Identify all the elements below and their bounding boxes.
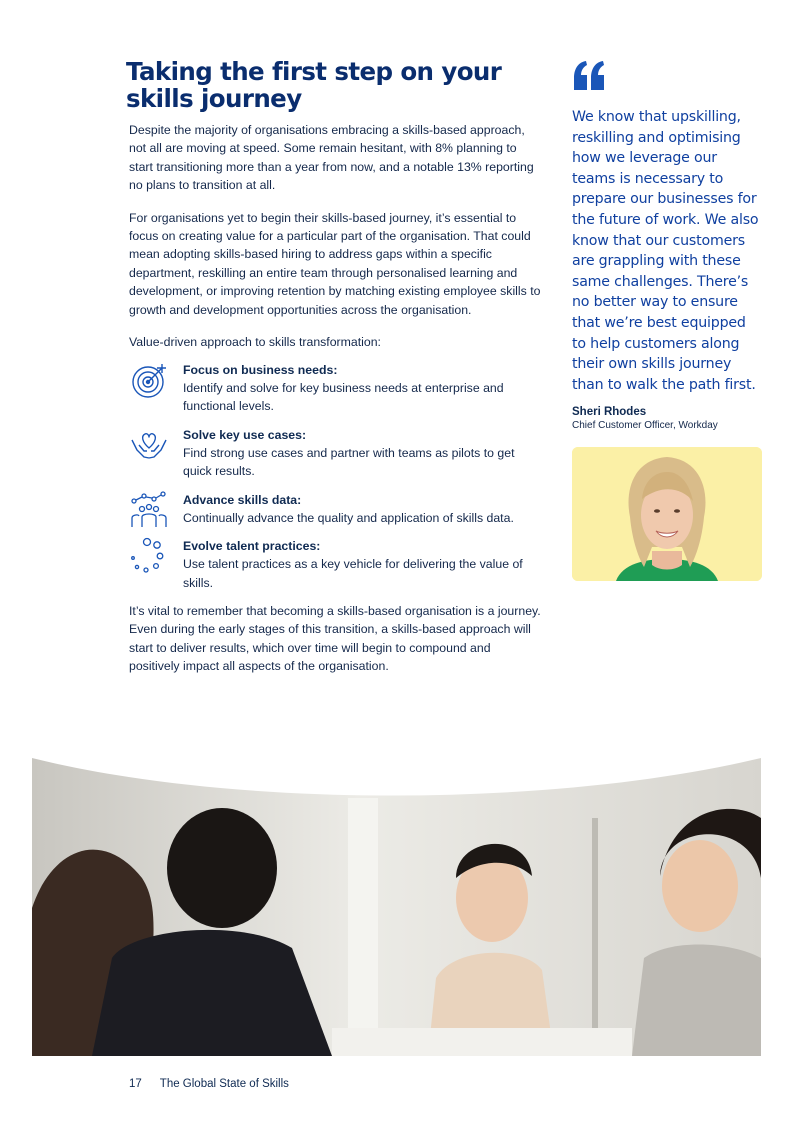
paragraph-closing: It’s vital to remember that becoming a skills-based organisation is a journey. Even during the early stages of this transition, a skills-based approach will start to deliver results, which over time will begin to compound and positively impact all aspects of the organisation. xyxy=(129,603,541,674)
list-item xyxy=(129,491,541,527)
dots-cycle-icon xyxy=(129,537,169,577)
quote-text: We know that upskilling, reskilling and optimising how we leverage our teams is necessary to prepare our businesses for the future of work. We also know that our customers are grappling with these same challenges. There’s no better way to ensure that we’re best equipped to help customers along their own skills journey than to walk the path first. xyxy=(572,109,759,393)
quote-author-name: Sheri Rhodes xyxy=(572,406,647,419)
team-data-icon xyxy=(129,491,169,531)
item-title: Focus on business needs: xyxy=(183,363,338,378)
paragraph-intro: Despite the majority of organisations embracing a skills-based approach, not all are moving at speed. Some remain hesitant, with 8% planning to start transitioning more than a year from now, and a notable 13% reporting no plans to transition at all. xyxy=(129,123,534,193)
main-column xyxy=(126,57,541,676)
list-item xyxy=(129,537,541,592)
item-title: Advance skills data: xyxy=(183,492,302,507)
quote-author-role: Chief Customer Officer, Workday xyxy=(572,420,718,432)
page-title: Taking the first step on your skills journey xyxy=(126,57,502,113)
item-description: Continually advance the quality and application of skills data. xyxy=(183,510,514,525)
list-intro: Value-driven approach to skills transformation: xyxy=(129,335,381,350)
item-description: Identify and solve for key business needs at enterprise and functional levels. xyxy=(183,381,504,414)
page-number: 17 xyxy=(129,1078,142,1090)
page-footer xyxy=(129,1078,289,1090)
approach-list xyxy=(129,361,541,592)
publication-title: The Global State of Skills xyxy=(159,1078,289,1090)
item-title: Solve key use cases: xyxy=(183,427,307,442)
author-portrait xyxy=(572,447,762,581)
target-icon xyxy=(129,361,169,401)
list-item xyxy=(129,361,541,416)
list-item xyxy=(129,426,541,481)
quote-mark-icon xyxy=(572,58,606,98)
item-description: Use talent practices as a key vehicle for delivering the value of skills. xyxy=(183,557,523,590)
item-description: Find strong use cases and partner with teams as pilots to get quick results. xyxy=(183,445,515,479)
heart-hands-icon xyxy=(129,426,169,466)
item-title: Evolve talent practices: xyxy=(183,539,321,554)
paragraph-value: For organisations yet to begin their skills-based journey, it’s essential to focus on creating value for a particular part of the organisation. That could mean adopting skills-based hiring to address gaps within a specific department, reskilling an entire team through personalised learning and development, or improving retention by matching existing employee skills to growth and development opportunities across the organisation. xyxy=(129,210,541,317)
office-meeting-photo xyxy=(32,758,761,1056)
pull-quote xyxy=(572,58,762,581)
